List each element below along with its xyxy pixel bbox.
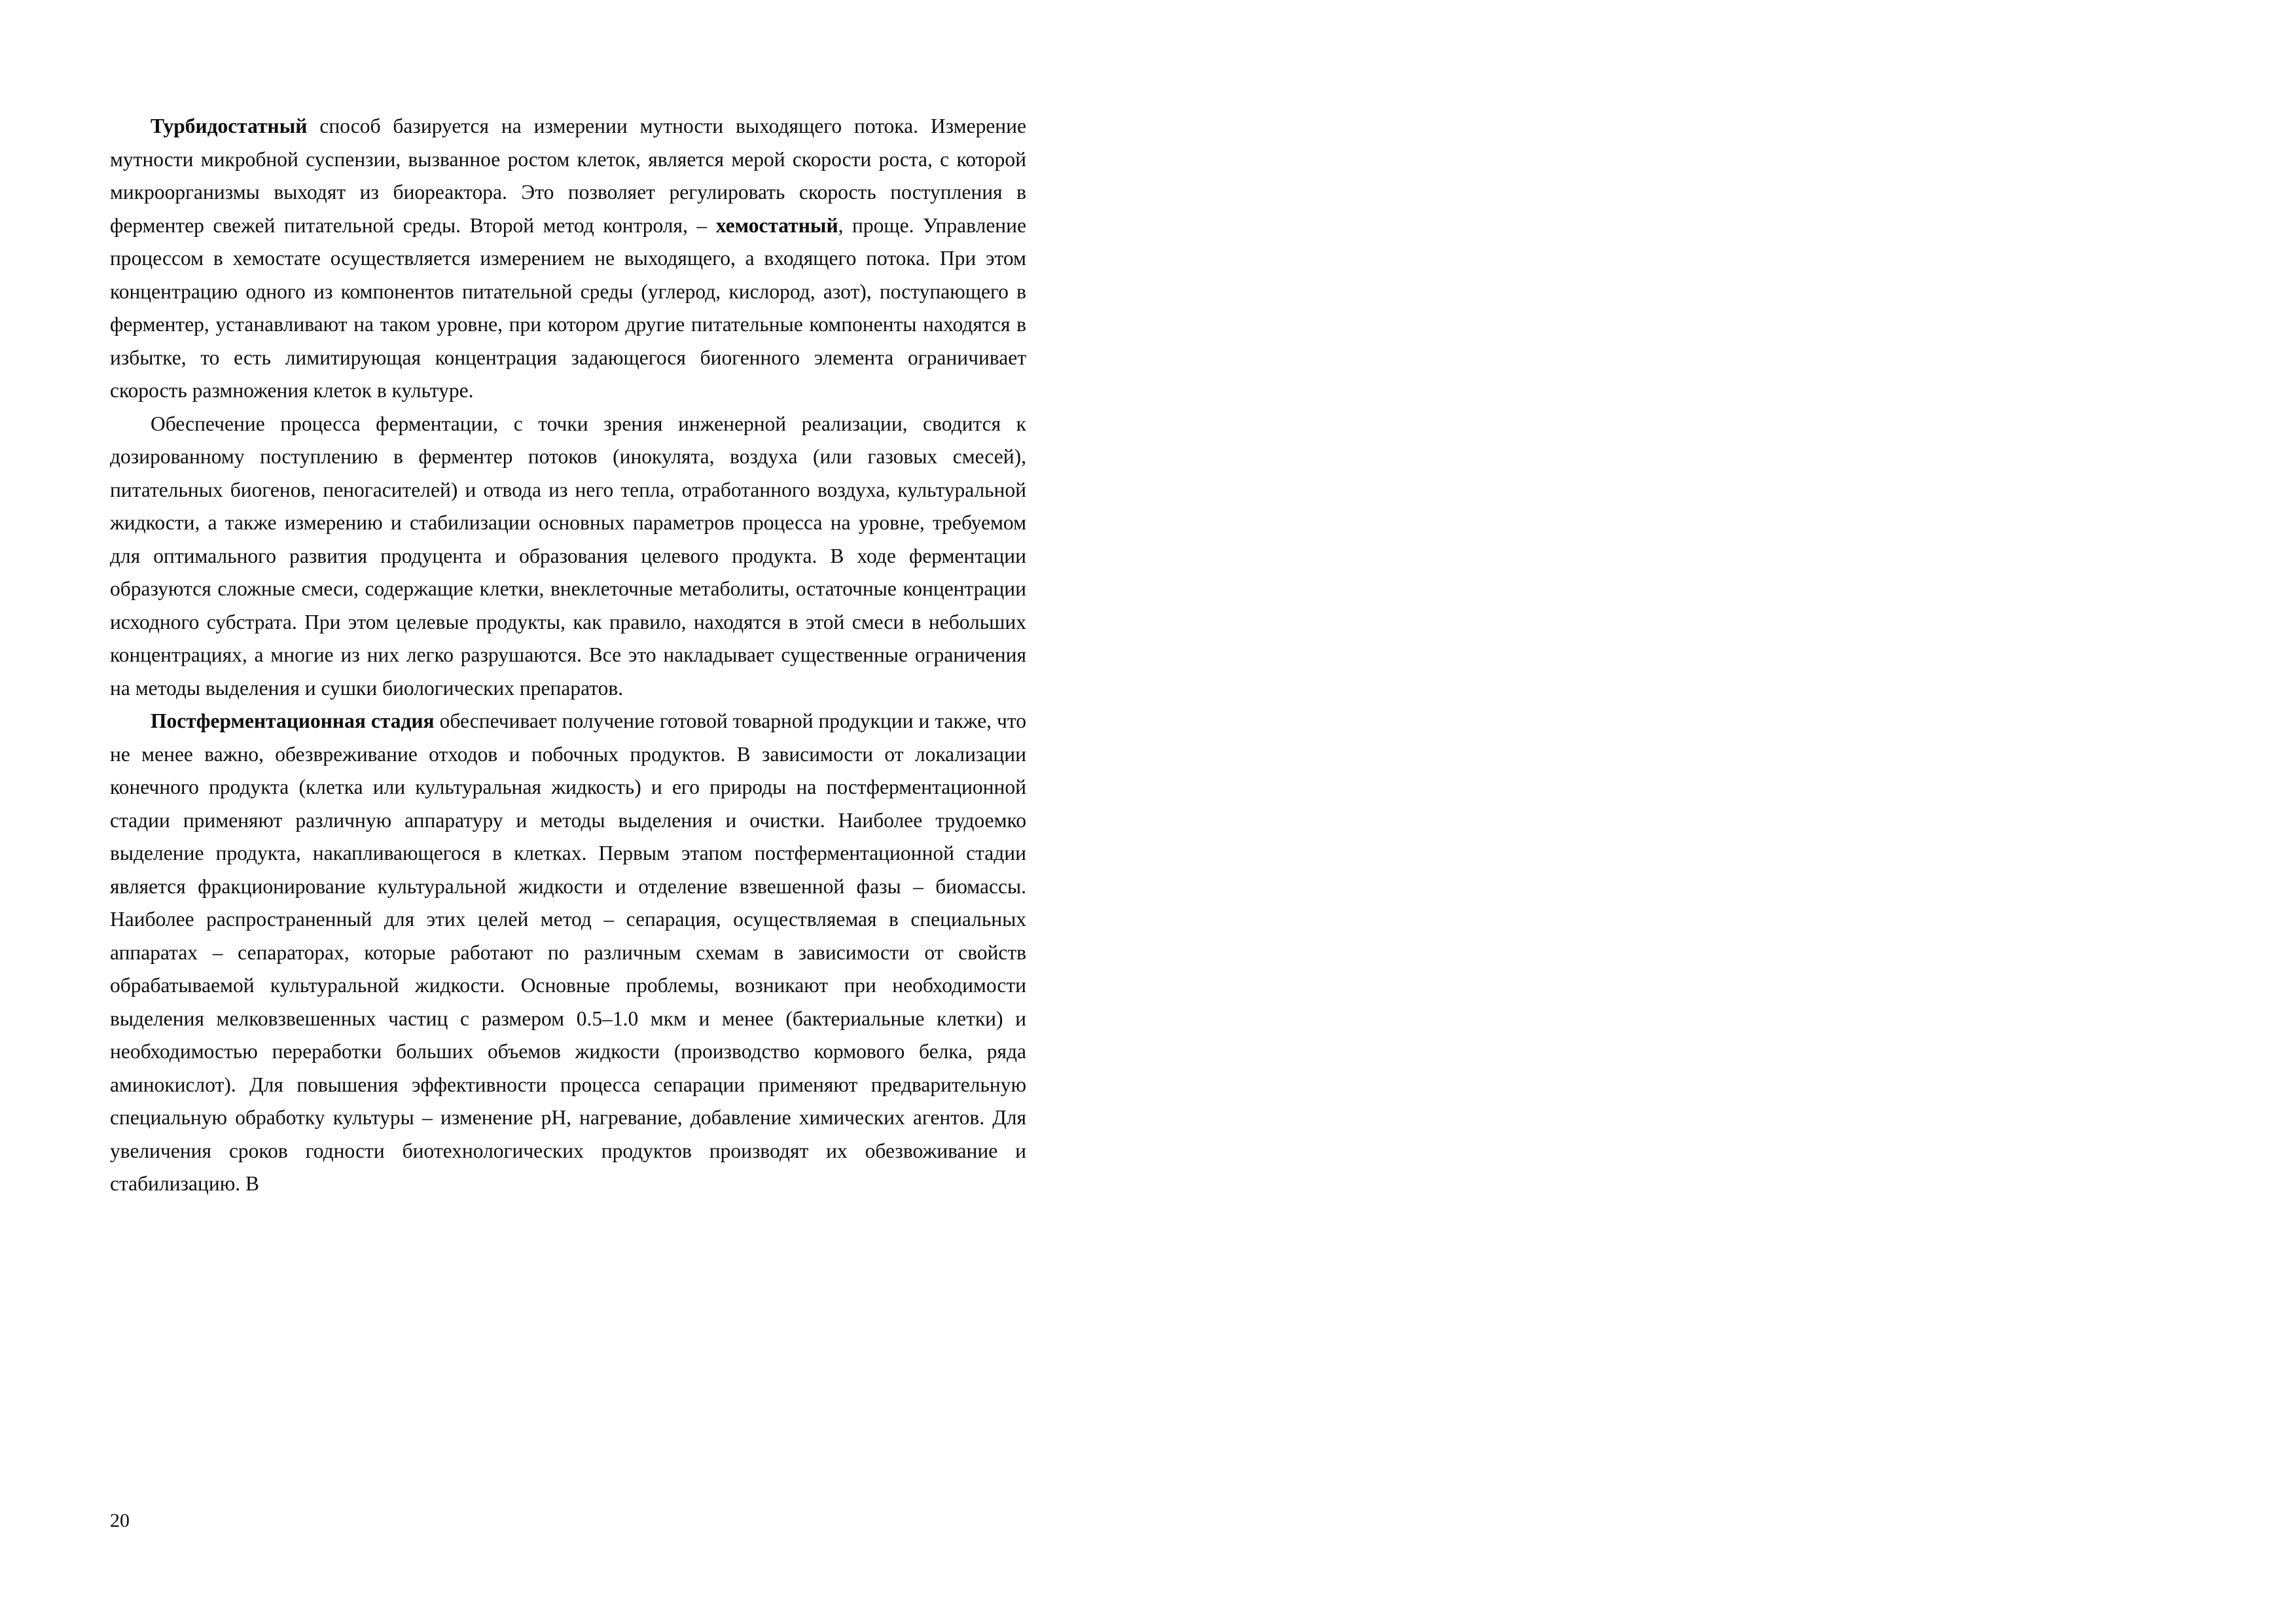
paragraph-tail-text: , проще. Управление процессом в хемостате осуществляется измерением не выходящего, а входящего потока. При этом концентрацию одного из компонентов питательной среды (углерод, кислород, азот), поступающего в ферментер, устанавливают на таком уровне, при котором другие питательные компоненты находятся в избытке, то есть лимитирующая концентрация задающегося биогенного элемента ограничивает скорость размножения клеток в культуре.: [110, 213, 1026, 402]
paragraph-lead-term: Турбидостатный: [151, 115, 308, 137]
paragraph-turbidostat: [110, 110, 1026, 408]
paragraph-lead-term: Постферментационная стадия: [151, 709, 435, 732]
paragraph-body-text: обеспечивает получение готовой товарной продукции и также, что не менее важно, обезвреживание отходов и побочных продуктов. В зависимости от локализации конечного продукта (клетка или культуральная жидкость) и его природы на постферментационной стадии применяют различную аппаратуру и методы выделения и очистки. Наиболее трудоемко выделение продукта, накапливающегося в клетках. Первым этапом постферментационной стадии является фракционирование культуральной жидкости и отделение взвешенной фазы – биомассы. Наиболее распространенный для этих целей метод – сепарация, осуществляемая в специальных аппаратах – сепараторах, которые работают по различным схемам в зависимости от свойств обрабатываемой культуральной жидкости. Основные проблемы, возникают при необходимости выделения мелковзвешенных частиц с размером 0.5–1.0 мкм и менее (бактериальные клетки) и необходимостью переработки больших объемов жидкости (производство кормового белка, ряда аминокислот). Для повышения эффективности процесса сепарации применяют предварительную специальную обработку культуры – изменение pH, нагревание, добавление химических агентов. Для увеличения сроков годности биотехнологических продуктов производят их обезвоживание и стабилизацию. В: [110, 709, 1026, 1195]
paragraph-body-text: способ базируется на измерении мутности выходящего потока. Измерение мутности микробной суспензии, вызванное ростом клеток, является мерой скорости роста, с которой микроорганизмы выходят из биореактора. Это позволяет регулировать скорость поступления в ферментер свежей питательной среды. Второй метод контроля, –: [110, 115, 1026, 237]
paragraph-fermentation-process: [110, 408, 1026, 705]
paragraph-postfermentation-stage: [110, 705, 1026, 1201]
body-text-column: [110, 110, 1026, 1201]
paragraph-inline-term: хемостатный: [715, 213, 838, 237]
page-number: 20: [110, 1510, 130, 1531]
paragraph-body-text: Обеспечение процесса ферментации, с точки зрения инженерной реализации, сводится к дозированному поступлению в ферментер потоков (инокулята, воздуха (или газовых смесей), питательных биогенов, пеногасителей) и отвода из него тепла, отработанного воздуха, культуральной жидкости, а также измерению и стабилизации основных параметров процесса на уровне, требуемом для оптимального развития продуцента и образования целевого продукта. В ходе ферментации образуются сложные смеси, содержащие клетки, внеклеточные метаболиты, остаточные концентрации исходного субстрата. При этом целевые продукты, как правило, находятся в этой смеси в небольших концентрациях, а многие из них легко разрушаются. Все это накладывает существенные ограничения на методы выделения и сушки биологических препаратов.: [110, 412, 1026, 700]
